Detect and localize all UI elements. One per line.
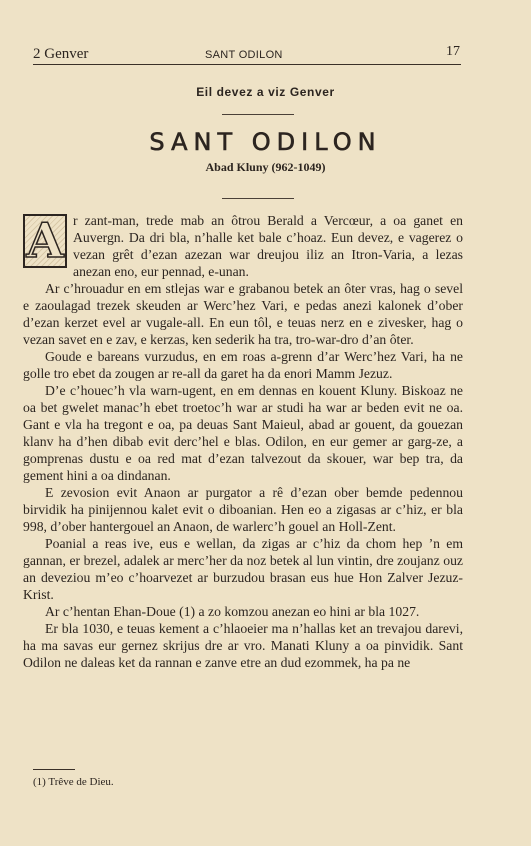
running-head [33, 44, 461, 65]
footnote: (1) Trêve de Dieu. [33, 776, 114, 788]
section-title: Eil devez a viz Genver [196, 85, 335, 99]
paragraph [23, 212, 463, 280]
paragraph: Ar c’hrouadur en em stlejas war e grabanou betek an ôter vras, hag o sevel e zaoulagad trezek skeuden ar Werc’hez Vari, e pedas anezi kalonek d’ober d’ezan kerzet evel ar vugale-all. En eun tôl, e teuas nerz en e zivesker, hag o vezan savet en e zav, e kerzas, ken sederik ha tra, tro-war-dro d’an ôter. [23, 281, 463, 347]
body-text [23, 212, 463, 671]
dropcap: A [23, 214, 67, 268]
paragraph: Poanial a reas ive, eus e wellan, da zigas ar c’hiz da chom hep ’n em gannan, er brezel, adalek ar merc’her da noz betek al lun vintin, dre zoujanz ouz an deveziou m’eo c’hoarvezet ar burzudou brasan eus hue Hon Zalver Jezuz-Krist. [23, 536, 463, 602]
running-head-title: SANT ODILON [205, 49, 283, 61]
page-title: SANT ODILON [149, 128, 382, 156]
paragraph: D’e c’houec’h vla warn-ugent, en em dennas en kouent Kluny. Biskoaz ne oa bet gwelet manac’h ebet troetoc’h war ar studi ha war ar beden evit ne oa. Gant e vla ha tregont e oa, pa deuas Sant Maieul, abad ar gouent, da gouezan klanv ha d’hen dibab evit derc’hel e blas. Odilon, en eur gemer ar garg-ze, a gomprenas dustu e oa red mat d’ezan talvezout da skouer, war bep tra, da gement hini a oa dindanan. [23, 383, 463, 483]
footnote-rule [33, 769, 75, 770]
paragraph: Er bla 1030, e teuas kement a c’hlaoeier ma n’hallas ket an trevajou darevi, ha ma savas eur gernez skrijus dre ar vro. Manati Kluny a oa pinvidik. Sant Odilon ne daleas ket da rannan e zanve etre an dud ezommek, ha pa ne [23, 621, 463, 670]
paragraph-text: r zant-man, trede mab an ôtrou Berald a Vercœur, a oa ganet en Auvergn. Da dri bla, n’halle ket bale c’hoaz. Eun devez, e vagerez o vezan grêt d’ezan azezan war dreujou iliz an Itron-Varia, a lezas anezan eno, eur pennad, e-unan. [73, 213, 463, 279]
paragraph: Ar c’hentan Ehan-Doue (1) a zo komzou anezan eo hini ar bla 1027. [45, 604, 420, 619]
page-number: 17 [446, 44, 460, 59]
page-subtitle: Abad Kluny (962-1049) [205, 160, 326, 174]
paragraph: E zevosion evit Anaon ar purgator a rê d’ezan ober bemde pedennou birvidik ha pinijennou kalet evit o diboanian. Hen eo a zigasas ar c’hiz, er bla 998, d’ober hantergouel an Anaon, de warlerc’h gouel an Holl-Zent. [23, 485, 463, 534]
running-head-date: 2 Genver [33, 46, 89, 62]
paragraph: Goude e bareans vurzudus, en em roas a-grenn d’ar Werc’hez Vari, ha ne golle tro ebet da zougen ar re-all da garet ha da enori Mamm Jezuz. [23, 349, 463, 381]
divider-rule [222, 114, 294, 115]
divider-rule [222, 198, 294, 199]
